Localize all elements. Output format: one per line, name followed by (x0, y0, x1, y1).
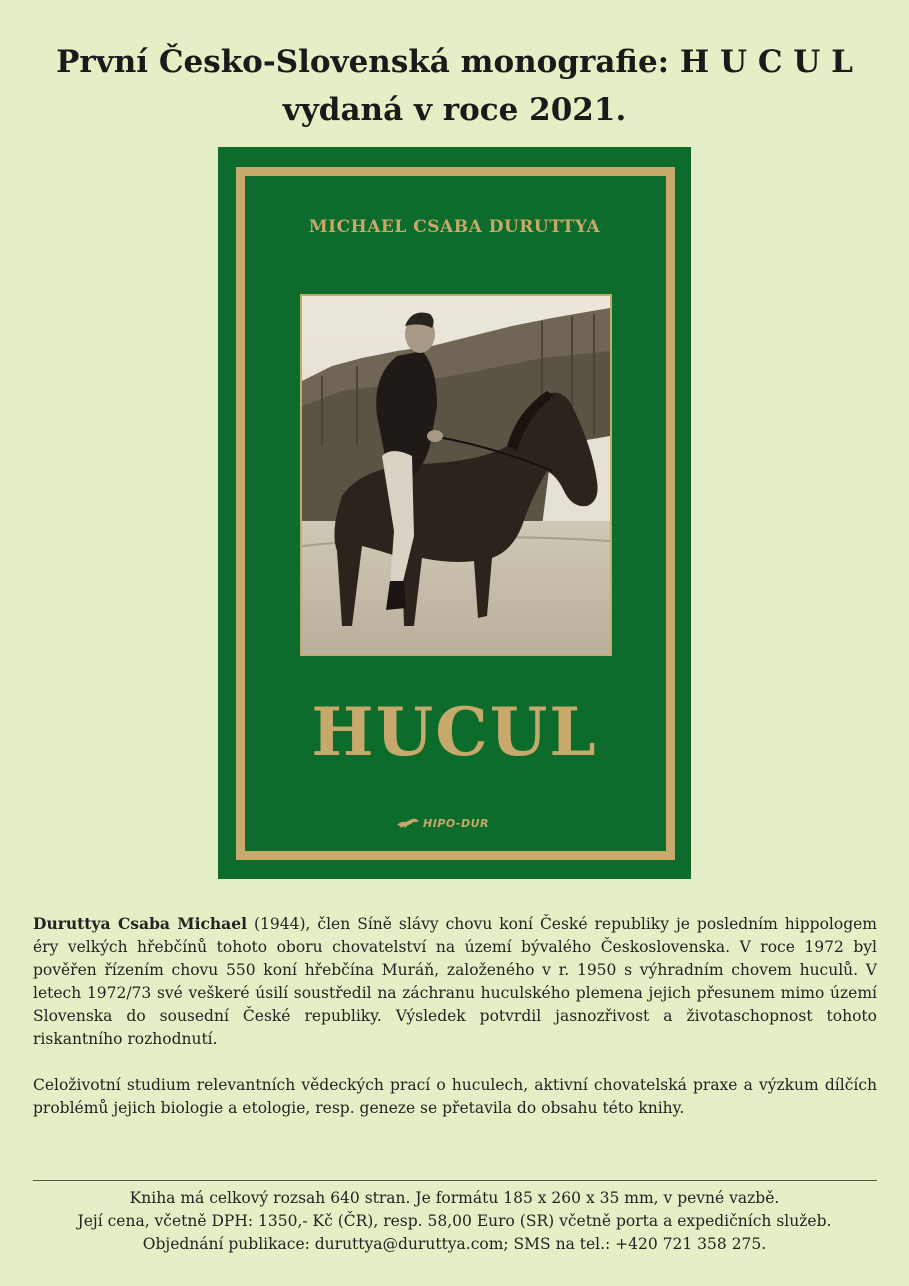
footer-line-1: Kniha má celkový rozsah 640 stran. Je formátu 185 x 260 x 35 mm, v pevné vazbě. (129, 1189, 780, 1207)
description-p1-text: (1944), člen Síně slávy chovu koní České republiky je posledním hippologem éry velkých hřebčínů tohoto oboru chovatelství na území bývalého Československa. V roce 1972 byl pověřen řízením chovu 550 koní hřebčína Muráň, založeného v r. 1950 s výhradním chovem huculů. V letech 1972/73 své veškeré úsilí soustředil na záchranu huculského plemena jejich přesunem mimo území Slovenska do sousední České republiky. Výsledek potvrdil jasnozřivost a životaschopnost tohoto riskantního rozhodnutí. (33, 915, 877, 1048)
page-headline (0, 38, 909, 134)
cover-title: HUCUL (311, 693, 598, 771)
order-info (0, 1187, 909, 1256)
publisher-logo (396, 814, 516, 832)
divider (33, 1180, 877, 1181)
author-name: Duruttya Csaba Michael (33, 914, 247, 933)
description-paragraph-1 (33, 912, 877, 1051)
photo-illustration (302, 296, 610, 654)
cover-author: MICHAEL CSABA DURUTTYA (308, 217, 601, 237)
footer-line-2: Její cena, včetně DPH: 1350,- Kč (ČR), resp. 58,00 Euro (SR) včetně porta a expedičních služeb. (77, 1212, 832, 1230)
publisher-name: HIPO-DUR (423, 816, 490, 830)
headline-line-2: vydaná v roce 2021. (282, 92, 627, 128)
footer-line-3: Objednání publikace: duruttya@duruttya.com; SMS na tel.: +420 721 358 275. (142, 1235, 767, 1253)
description-paragraph-2: Celoživotní studium relevantních vědeckých prací o huculech, aktivní chovatelská praxe a výzkum dílčích problémů jejich biologie a etologie, resp. geneze se přetavila do obsahu této knihy. (33, 1076, 877, 1117)
galloping-horse-icon (396, 816, 420, 830)
book-cover (218, 147, 691, 879)
headline-line-1: První Česko-Slovenská monografie: H U C U L (56, 44, 853, 80)
book-description (33, 912, 877, 1120)
rider-on-horse-photo (300, 294, 612, 656)
